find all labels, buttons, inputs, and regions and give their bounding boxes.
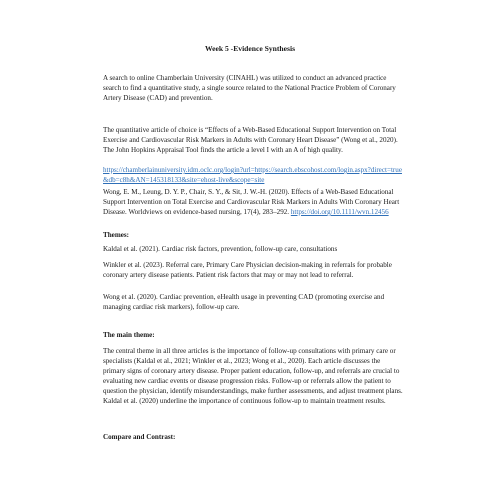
article-choice-paragraph: The quantitative article of choice is “Effects of a Web-Based Educational Support Intervention on Total Exercise and Cardiovascular Risk Markers in Adults with Coronary Heart Disease” (Wong et al., 2020). The John Hopkins Appraisal Tool finds the article a level I with an A of high quality. [103,126,398,154]
theme-item-kaldal: Kaldal et al. (2021). Cardiac risk factors, prevention, follow-up care, consultations [103,245,338,253]
article-link[interactable]: https://chamberlainuniversity.idm.oclc.org/login?url=https://search.ebscohost.com/login.aspx?direct=true&db=c8h&AN=145318133&site=ehost-live&scope=site [103,166,402,184]
theme-item-winkler: Winkler et al. (2023). Referral care, Primary Care Physician decision-making in referrals for probable coronary artery disease patients. Patient risk factors that may or may not lead to referral. [103,261,392,279]
themes-heading: Themes: [103,231,130,239]
citation-doi-link[interactable]: https://doi.org/10.1111/wvn.12456 [290,208,389,216]
main-theme-heading: The main theme: [103,331,155,339]
intro-paragraph: A search to online Chamberlain University (CINAHL) was utilized to conduct an advanced practice search to find a quantitative study, a single source related to the National Practice Problem of Coronary Artery Disease (CAD) and prevention. [103,74,396,102]
theme-item-wong: Wong et al. (2020). Cardiac prevention, eHealth usage in preventing CAD (promoting exercise and managing cardiac risk markers), follow-up care. [103,293,385,311]
compare-heading: Compare and Contrast: [103,433,176,441]
citation-text: Wong, E. M., Leung, D. Y. P., Chair, S. Y., & Sit, J. W.-H. (2020). Effects of a Web-Based Educational Support Intervention on Total Exercise and Cardiovascular Risk Markers in Adults With Coronary Heart Disease. Worldviews on evidence-based nursing, 17(4), 283–292. [103,188,400,216]
main-theme-paragraph: The central theme in all three articles is the importance of follow-up consultations with primary care or specialists (Kaldal et al., 2021; Winkler et al., 2023; Wong et al., 2020). Each article discusses the primary signs of coronary artery disease. Proper patient education, follow-up, and referrals are crucial to evaluating new cardiac events or disease progression risks. Follow-up or referrals allow the patient to question the physician, identify misunderstandings, make further assessments, and adjust treatment plans. Kaldal et al. (2020) underline the importance of continuous follow-up to maintain treatment results. [103,347,403,405]
document-title: Week 5 -Evidence Synthesis [204,44,296,53]
citation-paragraph [103,187,403,217]
